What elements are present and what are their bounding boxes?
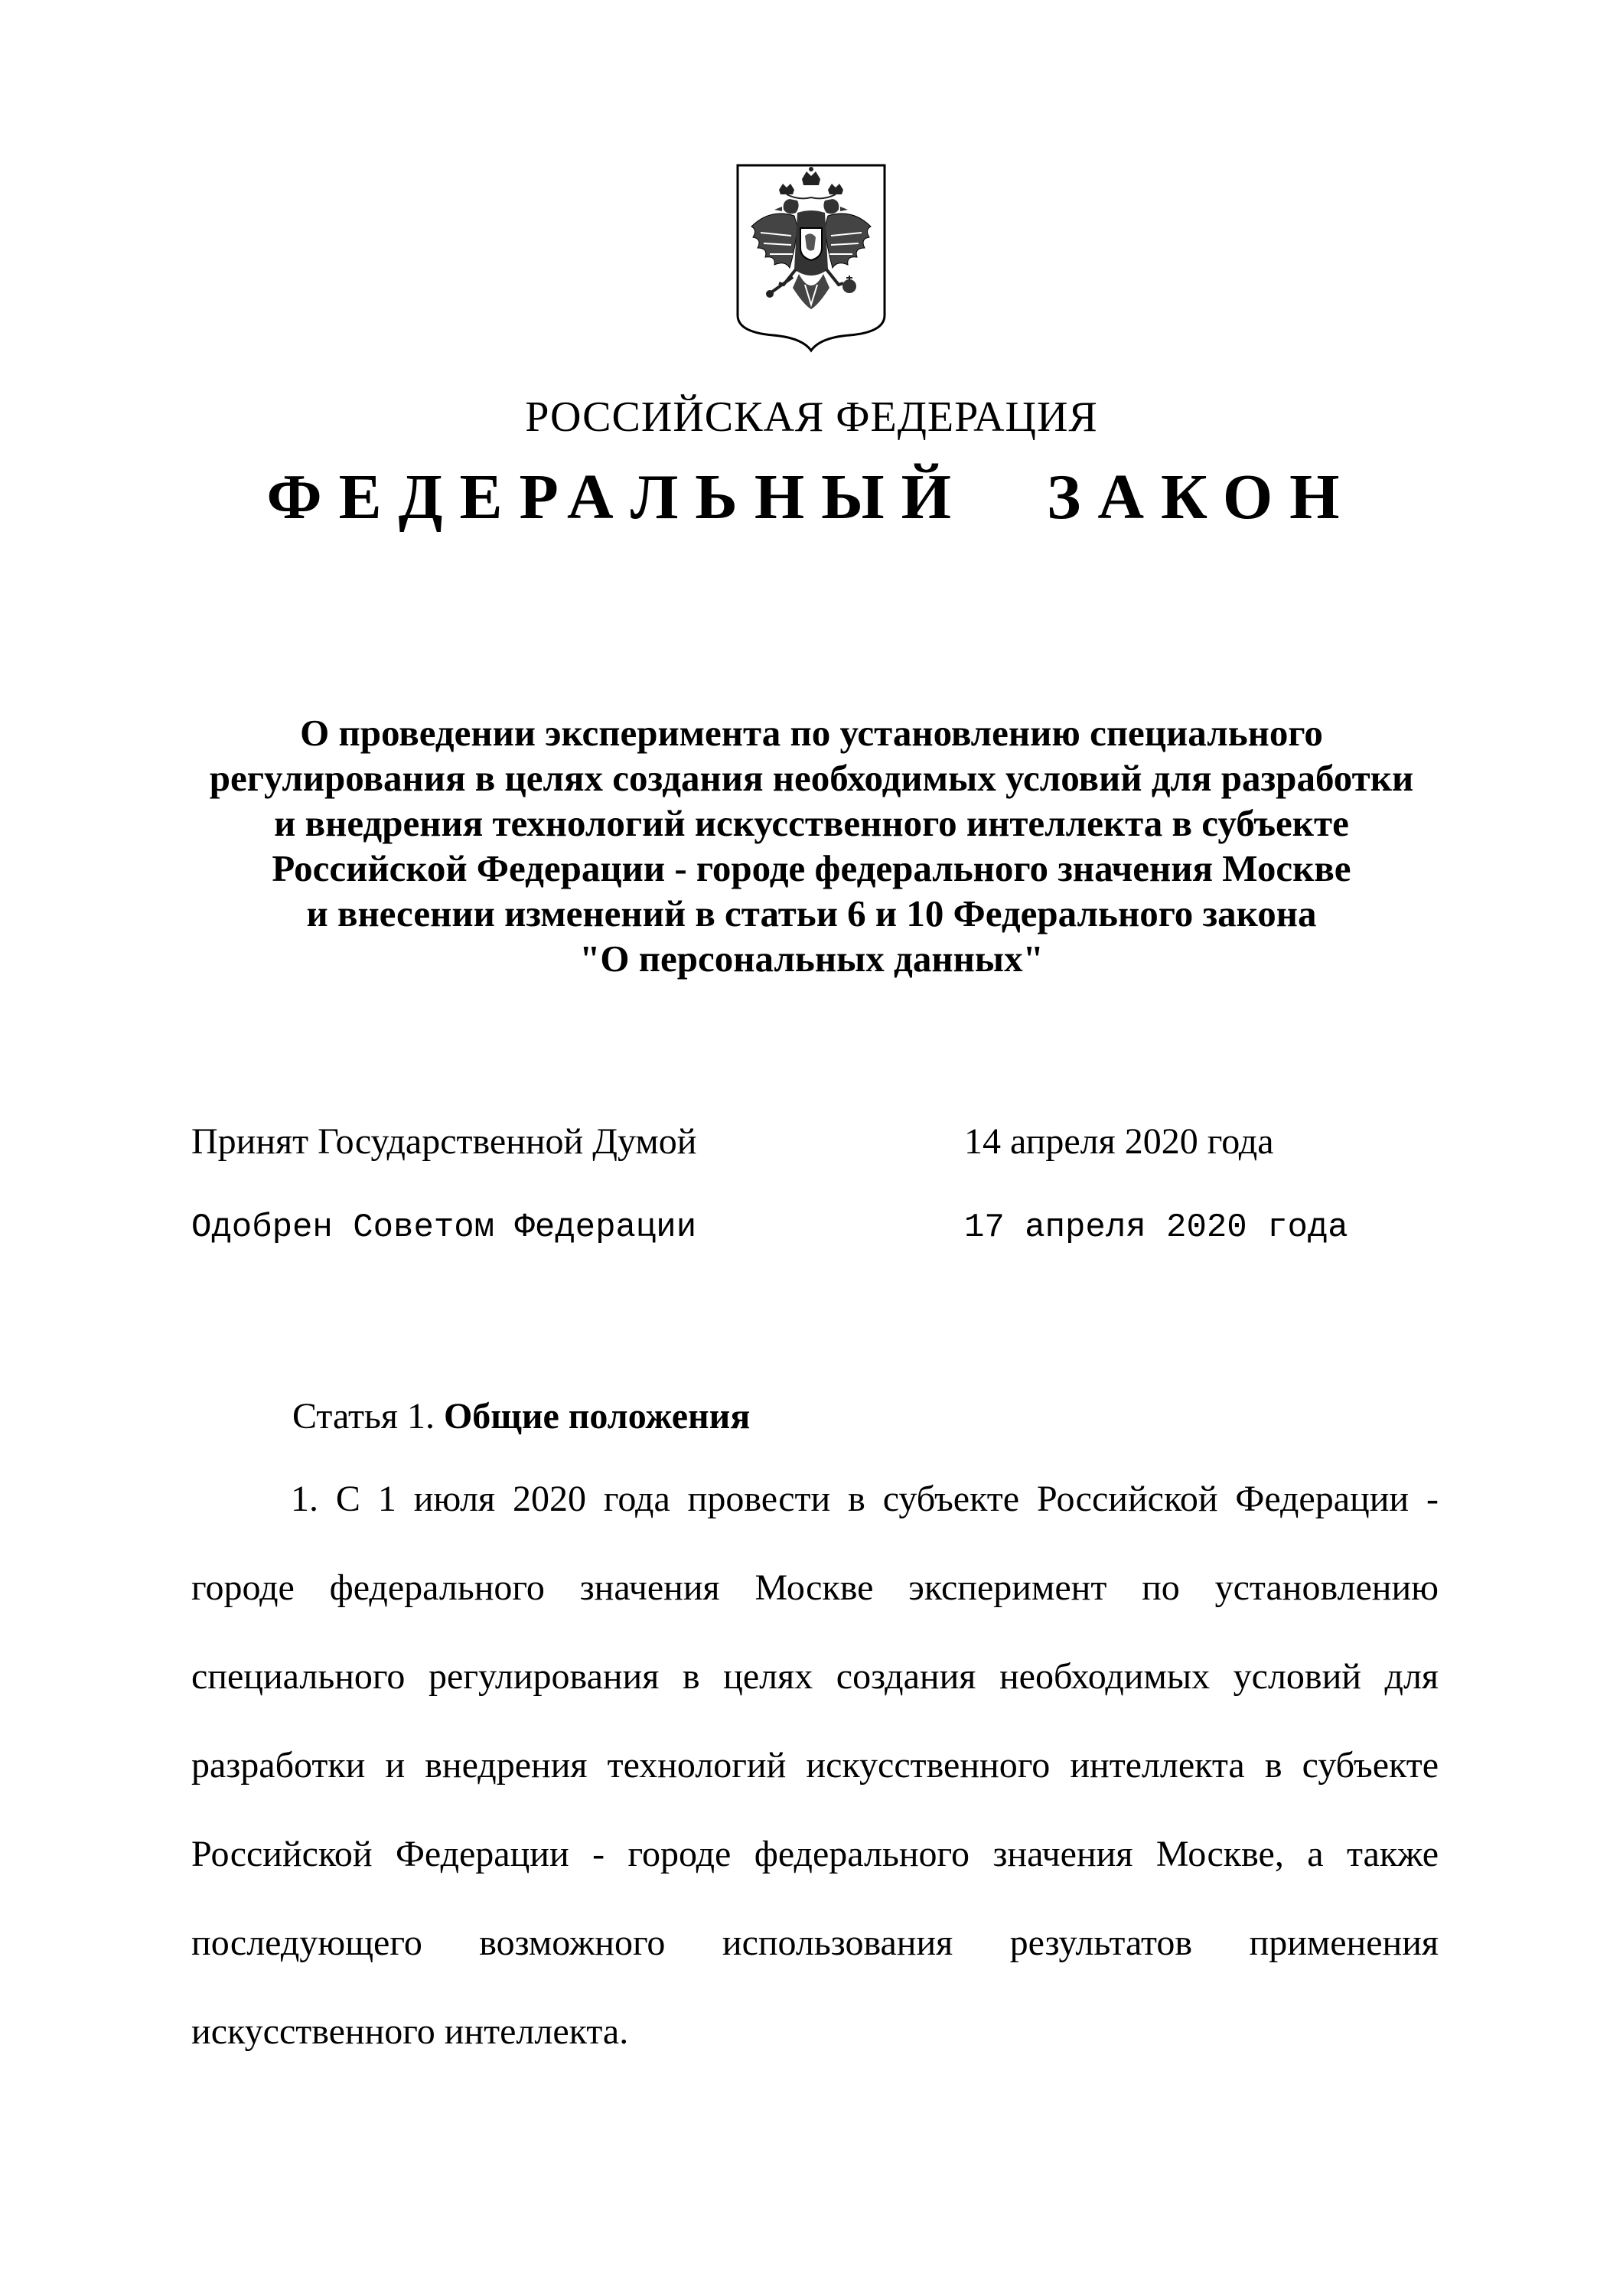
duma-adoption-date: 14 апреля 2020 года (964, 1121, 1274, 1162)
article-title: Общие положения (443, 1396, 751, 1437)
article-number: Статья 1. (292, 1396, 435, 1437)
article-heading (292, 1393, 750, 1440)
adoption-council-row (191, 1205, 1492, 1258)
law-title-line: и внесении изменений в статьи 6 и 10 Федерального закона (306, 892, 1317, 934)
law-title (153, 710, 1470, 981)
adoption-duma-row (191, 1119, 1492, 1172)
duma-adoption-label: Принят Государственной Думой (191, 1121, 697, 1162)
paragraph-line: последующего возможного использования результатов применения (191, 1923, 1439, 1963)
law-title-line: и внедрения технологий искусственного интеллекта в субъекте (274, 802, 1349, 844)
paragraph-line: городе федерального значения Москве эксперимент по установлению (191, 1567, 1439, 1608)
law-title-line: Российской Федерации - городе федерального значения Москве (272, 847, 1351, 889)
paragraph-line: разработки и внедрения технологий искусственного интеллекта в субъекте (191, 1745, 1439, 1786)
paragraph-line: 1. С 1 июля 2020 года провести в субъекте Российской Федерации - (291, 1479, 1439, 1519)
paragraph-line: Российской Федерации - городе федерального значения Москве, а также (191, 1834, 1439, 1874)
law-title-line: регулирования в целях создания необходимых условий для разработки (209, 757, 1414, 799)
document-type: ФЕДЕРАЛЬНЫЙ ЗАКОН (266, 461, 1357, 533)
council-approval-date: 17 апреля 2020 года (964, 1208, 1348, 1247)
council-approval-label: Одобрен Советом Федерации (191, 1208, 697, 1247)
paragraph-line: специального регулирования в целях создания необходимых условий для (191, 1656, 1439, 1697)
russian-coat-of-arms-icon (735, 162, 888, 354)
law-title-line: О проведении эксперимента по установлению специального (300, 712, 1323, 754)
law-title-line: "О персональных данных" (579, 938, 1044, 980)
country-name: РОССИЙСКАЯ ФЕДЕРАЦИЯ (525, 393, 1098, 441)
paragraph-line: искусственного интеллекта. (191, 2011, 629, 2052)
